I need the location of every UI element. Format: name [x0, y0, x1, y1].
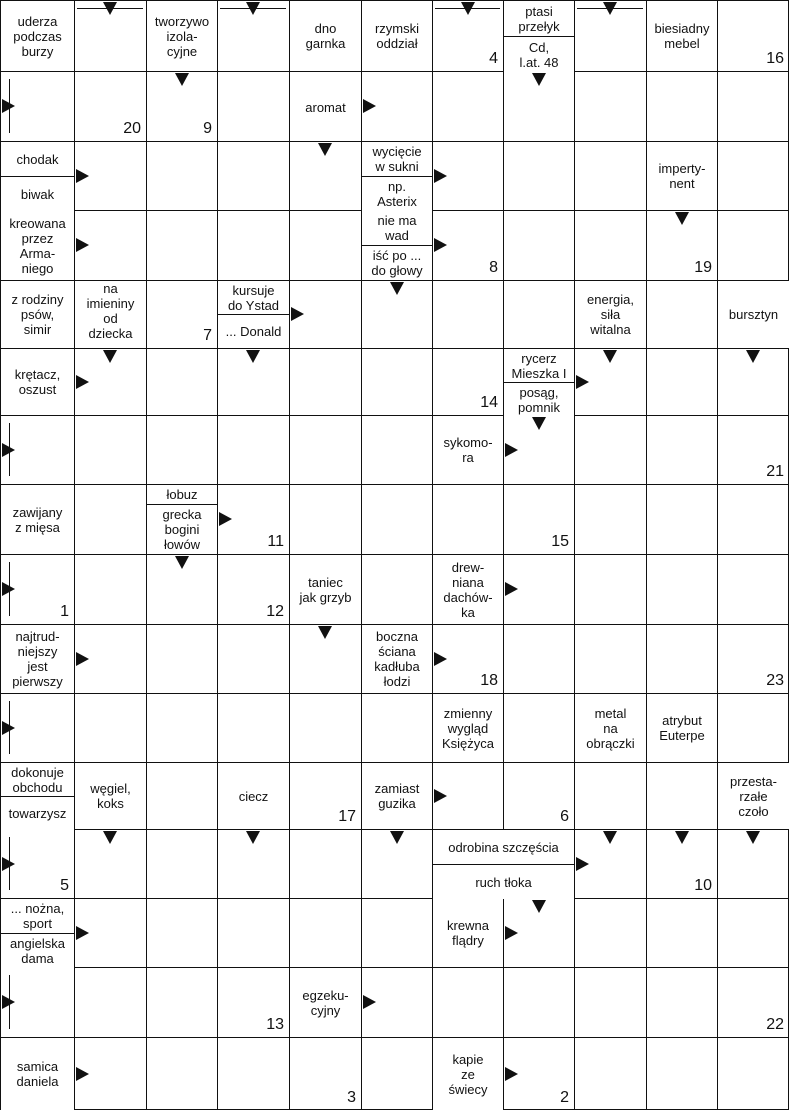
arrow-right-icon	[576, 857, 589, 871]
arrow-right-icon	[434, 169, 447, 183]
clue-text: kursuje do Ystad	[218, 281, 289, 314]
grid-line-vertical	[74, 0, 75, 1110]
answer-cell[interactable]	[574, 967, 646, 1037]
arrow-right-icon	[434, 789, 447, 803]
answer-cell[interactable]	[146, 210, 217, 280]
arrow-down-icon	[390, 831, 404, 844]
clue-text: kreowana przez Arma- niego	[1, 211, 74, 280]
arrow-down-icon	[532, 900, 546, 913]
answer-cell[interactable]	[574, 1037, 646, 1110]
answer-cell[interactable]	[432, 967, 503, 1037]
answer-cell[interactable]	[146, 348, 217, 415]
answer-cell[interactable]	[646, 280, 717, 348]
answer-cell[interactable]	[217, 624, 289, 693]
arrow-right-icon	[363, 99, 376, 113]
answer-cell[interactable]	[646, 348, 717, 415]
clue-text: Cd, l.at. 48	[504, 37, 574, 72]
answer-cell[interactable]	[717, 554, 789, 624]
clue-divider	[503, 382, 574, 383]
answer-cell[interactable]	[74, 554, 146, 624]
answer-cell[interactable]	[717, 693, 789, 762]
answer-cell[interactable]	[217, 141, 289, 210]
answer-cell[interactable]	[717, 71, 789, 141]
answer-cell[interactable]	[574, 71, 646, 141]
arrow-down-icon	[390, 282, 404, 295]
arrow-right-icon	[76, 238, 89, 252]
arrow-right-icon	[576, 375, 589, 389]
clue-text: ... Donald	[218, 315, 289, 348]
answer-cell[interactable]	[146, 762, 217, 829]
clue-text: iść po ... do głowy	[362, 246, 432, 280]
clue-divider	[146, 504, 217, 505]
arrow-down-icon	[603, 831, 617, 844]
clue-text: imperty- nent	[647, 142, 717, 210]
clue-text: drew- niana dachów- ka	[433, 555, 503, 624]
clue-number: 8	[489, 259, 498, 276]
answer-cell[interactable]	[503, 693, 574, 762]
arrow-stem	[9, 562, 10, 616]
answer-cell[interactable]	[74, 415, 146, 484]
answer-cell[interactable]	[717, 898, 789, 967]
clue-text: łobuz	[147, 485, 217, 504]
clue-text: dno garnka	[290, 1, 361, 71]
answer-cell[interactable]	[289, 898, 361, 967]
clue-number: 9	[203, 120, 212, 137]
clue-text: atrybut Euterpe	[647, 694, 717, 762]
clue-text: uderza podczas burzy	[1, 1, 74, 71]
answer-cell[interactable]	[361, 693, 432, 762]
clue-text: chodak	[1, 142, 74, 176]
clue-number: 13	[266, 1016, 284, 1033]
clue-text: krewna flądry	[433, 899, 503, 967]
grid-line-vertical	[217, 0, 218, 1110]
answer-cell[interactable]	[289, 829, 361, 898]
answer-cell[interactable]	[217, 415, 289, 484]
clue-number: 17	[338, 808, 356, 825]
clue-text: boczna ściana kadłuba łodzi	[362, 625, 432, 693]
arrow-down-icon	[103, 831, 117, 844]
answer-cell[interactable]	[361, 484, 432, 554]
answer-cell[interactable]	[574, 415, 646, 484]
answer-cell[interactable]	[503, 624, 574, 693]
arrow-right-icon	[505, 443, 518, 457]
clue-number: 12	[266, 603, 284, 620]
clue-number: 6	[560, 808, 569, 825]
clue-text: tworzywo izola- cyjne	[147, 1, 217, 71]
clue-number: 3	[347, 1089, 356, 1106]
clue-number: 18	[480, 672, 498, 689]
answer-cell[interactable]	[646, 762, 717, 829]
clue-text: aromat	[290, 72, 361, 141]
clue-text: metal na obrączki	[575, 694, 646, 762]
answer-cell[interactable]	[717, 210, 789, 280]
arrow-stem	[220, 8, 286, 9]
arrow-down-icon	[746, 350, 760, 363]
clue-number: 5	[60, 877, 69, 894]
answer-cell[interactable]	[146, 1037, 217, 1110]
clue-number: 2	[560, 1089, 569, 1106]
clue-text: z rodziny psów, simir	[1, 281, 74, 348]
arrow-stem	[9, 423, 10, 476]
answer-cell[interactable]	[574, 624, 646, 693]
answer-cell[interactable]	[503, 967, 574, 1037]
clue-divider	[0, 796, 74, 797]
arrow-right-icon	[76, 169, 89, 183]
answer-cell[interactable]	[646, 898, 717, 967]
answer-cell[interactable]	[717, 141, 789, 210]
clue-text: węgiel, koks	[75, 763, 146, 829]
arrow-down-icon	[675, 212, 689, 225]
answer-cell[interactable]	[646, 415, 717, 484]
answer-cell[interactable]	[74, 693, 146, 762]
answer-cell[interactable]	[146, 141, 217, 210]
arrow-down-icon	[175, 73, 189, 86]
arrow-down-icon	[675, 831, 689, 844]
clue-divider	[361, 245, 432, 246]
answer-cell[interactable]	[646, 71, 717, 141]
clue-text: towarzysz	[1, 797, 74, 830]
clue-number: 23	[766, 672, 784, 689]
answer-cell[interactable]	[74, 967, 146, 1037]
clue-text: biesiadny mebel	[647, 1, 717, 71]
grid-line-horizontal	[0, 1037, 789, 1038]
clue-text: energia, siła witalna	[575, 281, 646, 348]
clue-divider	[0, 933, 74, 934]
answer-cell[interactable]	[574, 141, 646, 210]
clue-text: dokonuje obchodu	[1, 763, 74, 796]
answer-cell[interactable]	[503, 141, 574, 210]
clue-text: ... nożna, sport	[1, 899, 74, 933]
grid-line-vertical	[503, 0, 504, 1110]
clue-text: biwak	[1, 177, 74, 211]
answer-cell[interactable]	[361, 415, 432, 484]
clue-divider	[432, 864, 574, 865]
answer-cell[interactable]	[146, 415, 217, 484]
clue-text: na imieniny od dziecka	[75, 281, 146, 348]
grid-line-horizontal	[0, 898, 789, 899]
answer-cell[interactable]	[432, 280, 503, 348]
answer-cell[interactable]	[432, 484, 503, 554]
answer-cell[interactable]	[646, 967, 717, 1037]
arrow-down-icon	[246, 350, 260, 363]
clue-text: bursztyn	[718, 281, 789, 348]
answer-cell[interactable]	[146, 898, 217, 967]
answer-cell[interactable]	[646, 484, 717, 554]
arrow-right-icon	[505, 582, 518, 596]
arrow-down-icon	[175, 556, 189, 569]
arrow-down-icon	[532, 73, 546, 86]
answer-cell[interactable]	[574, 762, 646, 829]
arrow-down-icon	[246, 831, 260, 844]
clue-text: sykomo- ra	[433, 416, 503, 484]
clue-number: 22	[766, 1016, 784, 1033]
answer-cell[interactable]	[432, 71, 503, 141]
answer-cell[interactable]	[503, 280, 574, 348]
grid-line-horizontal	[0, 415, 789, 416]
clue-number: 7	[203, 327, 212, 344]
answer-cell[interactable]	[361, 898, 432, 967]
answer-cell[interactable]	[289, 415, 361, 484]
clue-text: zmienny wygląd Księżyca	[433, 694, 503, 762]
arrow-right-icon	[363, 995, 376, 1009]
arrow-right-icon	[291, 307, 304, 321]
clue-number: 11	[267, 533, 284, 550]
answer-cell[interactable]	[217, 693, 289, 762]
answer-cell[interactable]	[217, 210, 289, 280]
clue-text: taniec jak grzyb	[290, 555, 361, 624]
arrow-stem	[9, 975, 10, 1029]
answer-cell[interactable]	[574, 554, 646, 624]
clue-text: ciecz	[218, 763, 289, 829]
clue-number: 21	[766, 463, 784, 480]
grid-line-vertical	[574, 0, 575, 1110]
clue-text: angielska dama	[1, 934, 74, 968]
answer-cell[interactable]	[574, 484, 646, 554]
clue-text: egzeku- cyjny	[290, 968, 361, 1037]
arrow-down-icon	[318, 143, 332, 156]
arrow-down-icon	[603, 350, 617, 363]
clue-text: nie ma wad	[362, 211, 432, 245]
clue-text: kapie ze świecy	[433, 1038, 503, 1110]
clue-text: zamiast guzika	[362, 763, 432, 829]
answer-cell[interactable]	[361, 554, 432, 624]
arrow-down-icon	[103, 350, 117, 363]
answer-cell[interactable]	[717, 1037, 789, 1110]
clue-number: 16	[766, 50, 784, 67]
grid-line-horizontal	[0, 967, 789, 968]
answer-cell[interactable]	[146, 624, 217, 693]
clue-text: ptasi przełyk	[504, 1, 574, 36]
answer-cell[interactable]	[289, 484, 361, 554]
clue-text: posąg, pomnik	[504, 383, 574, 416]
clue-text: grecka bogini łowów	[147, 505, 217, 554]
arrow-right-icon	[76, 926, 89, 940]
clue-text: krętacz, oszust	[1, 349, 74, 415]
answer-cell[interactable]	[646, 624, 717, 693]
answer-cell[interactable]	[289, 348, 361, 415]
answer-cell[interactable]	[646, 554, 717, 624]
clue-number: 4	[489, 50, 498, 67]
answer-cell[interactable]	[146, 967, 217, 1037]
arrow-right-icon	[219, 512, 232, 526]
arrow-stem	[9, 79, 10, 133]
arrow-stem	[435, 8, 500, 9]
answer-cell[interactable]	[289, 693, 361, 762]
arrow-stem	[9, 701, 10, 754]
clue-number: 20	[123, 120, 141, 137]
grid-line-horizontal	[0, 348, 789, 349]
clue-divider	[217, 314, 289, 315]
grid-line-horizontal	[0, 554, 789, 555]
grid-line-vertical	[146, 0, 147, 1110]
arrow-right-icon	[434, 238, 447, 252]
answer-cell[interactable]	[717, 484, 789, 554]
answer-cell[interactable]	[503, 210, 574, 280]
clue-text: ruch tłoka	[433, 865, 574, 899]
clue-text: samica daniela	[1, 1038, 74, 1110]
answer-cell[interactable]	[361, 348, 432, 415]
clue-number: 19	[694, 259, 712, 276]
grid-line-horizontal	[0, 829, 789, 830]
arrow-down-icon	[318, 626, 332, 639]
clue-divider	[0, 176, 74, 177]
grid-line-vertical	[717, 0, 718, 1110]
arrow-right-icon	[76, 375, 89, 389]
arrow-right-icon	[76, 1067, 89, 1081]
arrow-down-icon	[532, 417, 546, 430]
answer-cell[interactable]	[217, 898, 289, 967]
clue-text: odrobina szczęścia	[433, 830, 574, 864]
clue-number: 1	[60, 603, 69, 620]
clue-text: rzymski oddział	[362, 1, 432, 71]
arrow-stem	[9, 837, 10, 890]
answer-cell[interactable]	[574, 210, 646, 280]
grid-line-horizontal	[0, 71, 789, 72]
clue-divider	[361, 176, 432, 177]
clue-text: najtrud- niejszy jest pierwszy	[1, 625, 74, 693]
clue-text: zawijany z mięsa	[1, 485, 74, 554]
clue-text: przesta- rzałe czoło	[718, 763, 789, 829]
answer-cell[interactable]	[217, 1037, 289, 1110]
answer-cell[interactable]	[361, 1037, 432, 1110]
arrow-right-icon	[505, 1067, 518, 1081]
answer-cell[interactable]	[289, 210, 361, 280]
clue-divider	[503, 36, 574, 37]
clue-number: 15	[551, 533, 569, 550]
clue-number: 10	[694, 877, 712, 894]
arrow-stem	[577, 8, 643, 9]
arrow-right-icon	[434, 652, 447, 666]
arrow-stem	[77, 8, 143, 9]
answer-cell[interactable]	[646, 1037, 717, 1110]
clue-number: 14	[480, 394, 498, 411]
answer-cell[interactable]	[217, 71, 289, 141]
clue-text: wycięcie w sukni	[362, 142, 432, 176]
answer-cell[interactable]	[574, 898, 646, 967]
answer-cell[interactable]	[146, 693, 217, 762]
arrow-down-icon	[746, 831, 760, 844]
arrow-right-icon	[76, 652, 89, 666]
answer-cell[interactable]	[74, 484, 146, 554]
arrow-right-icon	[505, 926, 518, 940]
clue-text: np. Asterix	[362, 177, 432, 211]
answer-cell[interactable]	[146, 829, 217, 898]
grid-line-horizontal	[0, 484, 789, 485]
clue-text: rycerz Mieszka I	[504, 349, 574, 382]
